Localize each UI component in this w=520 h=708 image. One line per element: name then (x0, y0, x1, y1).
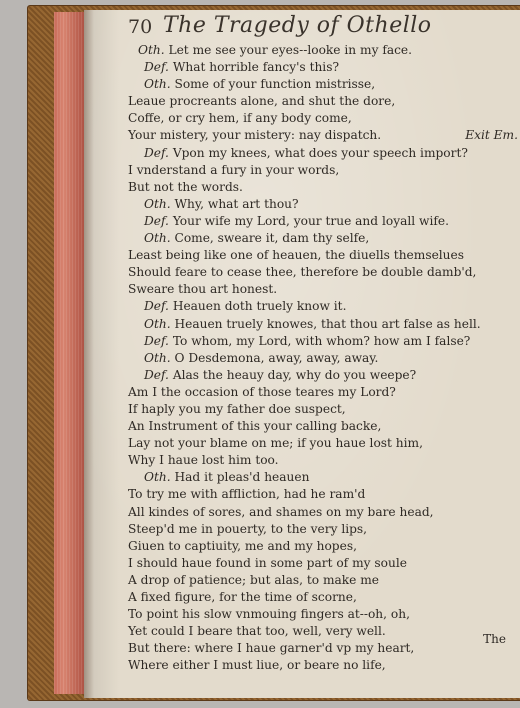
line-text: But there: where I haue garner'd vp my heart, (128, 641, 415, 656)
line-text: Lay not your blame on me; if you haue lost him, (128, 436, 423, 451)
line-text: Giuen to captiuity, me and my hopes, (128, 538, 357, 553)
text-line (128, 247, 518, 264)
line-text: Had it pleas'd heauen (174, 470, 310, 485)
line-text: Come, sweare it, dam thy selfe, (174, 231, 370, 246)
line-text: Coffe, or cry hem, if any body come, (128, 111, 352, 126)
line-text: To try me with affliction, had he ram'd (128, 487, 366, 502)
text-line (128, 486, 518, 503)
page-header (128, 13, 516, 39)
line-text: Why, what art thou? (174, 196, 299, 211)
text-line (128, 316, 518, 333)
speaker-label: Def. (144, 60, 169, 75)
text-line (128, 521, 518, 538)
text-line (128, 504, 518, 521)
line-text: Least being like one of heauen, the diuells themselues (128, 248, 465, 263)
running-title: The Tragedy of Othello (163, 13, 432, 38)
line-text: What horrible fancy's this? (172, 60, 339, 75)
speaker-label: Oth. (144, 196, 171, 211)
text-line (128, 264, 518, 281)
text-line (128, 110, 518, 127)
text-line (128, 657, 518, 674)
line-text: Your mistery, your mistery: nay dispatch. (128, 128, 382, 143)
text-line (128, 281, 518, 298)
line-text: To point his slow vnmouing fingers at--oh, oh, (128, 607, 410, 622)
speaker-label: Oth. (144, 77, 171, 92)
text-line (128, 469, 518, 486)
text-line (128, 298, 518, 315)
page-edges (54, 12, 88, 694)
line-text: Yet could I beare that too, well, very well. (128, 624, 386, 639)
text-line (128, 76, 518, 93)
line-text: Heauen truely knowes, that thou art false as hell. (174, 316, 481, 331)
line-text: Leaue procreants alone, and shut the dore, (128, 94, 396, 109)
play-text (128, 42, 518, 674)
line-text: Should feare to cease thee, therefore be double damb'd, (128, 265, 477, 280)
text-line (128, 418, 518, 435)
line-text: Where either I must liue, or beare no life, (128, 658, 386, 673)
text-line (128, 333, 518, 350)
text-line (128, 606, 518, 623)
catchword: The (483, 632, 506, 646)
speaker-label: Oth. (138, 43, 165, 57)
speaker-label: Def. (144, 299, 169, 314)
text-line (128, 572, 518, 589)
line-text: Alas the heauy day, why do you weepe? (172, 367, 417, 382)
line-text: Your wife my Lord, your true and loyall wife. (172, 213, 449, 228)
page (84, 10, 520, 698)
speaker-label: Def. (144, 333, 169, 348)
text-line (128, 640, 518, 657)
text-line (128, 93, 518, 110)
text-line (128, 42, 518, 59)
speaker-label: Oth. (144, 316, 171, 331)
line-text: An Instrument of this your calling backe, (128, 419, 382, 434)
text-line (128, 589, 518, 606)
line-text: Heauen doth truely know it. (172, 299, 347, 314)
line-text: All kindes of sores, and shames on my bare head, (128, 504, 434, 519)
text-line (128, 384, 518, 401)
speaker-label: Def. (144, 213, 169, 228)
text-line (128, 179, 518, 196)
speaker-label: Oth. (144, 231, 171, 246)
speaker-label: Oth. (144, 470, 171, 485)
line-text: Am I the occasion of those teares my Lord? (128, 384, 396, 399)
text-line (128, 367, 518, 384)
line-text: I vnderstand a fury in your words, (128, 162, 340, 177)
text-line (128, 452, 518, 469)
text-line (128, 196, 518, 213)
line-text: A drop of patience; but alas, to make me (128, 572, 380, 587)
text-line (128, 59, 518, 76)
line-text: If haply you my father doe suspect, (128, 401, 346, 416)
text-line (128, 435, 518, 452)
text-line (128, 555, 518, 572)
line-text: But not the words. (128, 179, 243, 194)
text-line (128, 538, 518, 555)
line-text: Sweare thou art honest. (128, 282, 278, 297)
line-text: Vpon my knees, what does your speech import? (172, 145, 468, 160)
line-text: A fixed figure, for the time of scorne, (128, 590, 357, 604)
text-line (128, 623, 518, 640)
stage-direction: Exit Em. (465, 128, 518, 143)
speaker-label: Def. (144, 145, 169, 160)
text-line (128, 401, 518, 418)
line-text: Let me see your eyes--looke in my face. (168, 43, 413, 57)
text-line (128, 162, 518, 179)
line-text: Why I haue lost him too. (128, 453, 279, 468)
text-line (128, 127, 518, 144)
page-number: 70 (128, 16, 153, 38)
speaker-label: Def. (144, 367, 169, 382)
line-text: To whom, my Lord, with whom? how am I false? (172, 333, 471, 348)
speaker-label: Oth. (144, 350, 171, 365)
line-text: Steep'd me in pouerty, to the very lips, (128, 521, 368, 536)
gutter-shadow (84, 10, 94, 698)
line-text: I should haue found in some part of my soule (128, 555, 407, 570)
text-line (128, 350, 518, 367)
text-line (128, 230, 518, 247)
text-line (128, 213, 518, 230)
line-text: O Desdemona, away, away, away. (174, 350, 379, 365)
text-line (128, 145, 518, 162)
line-text: Some of your function mistrisse, (174, 77, 376, 92)
